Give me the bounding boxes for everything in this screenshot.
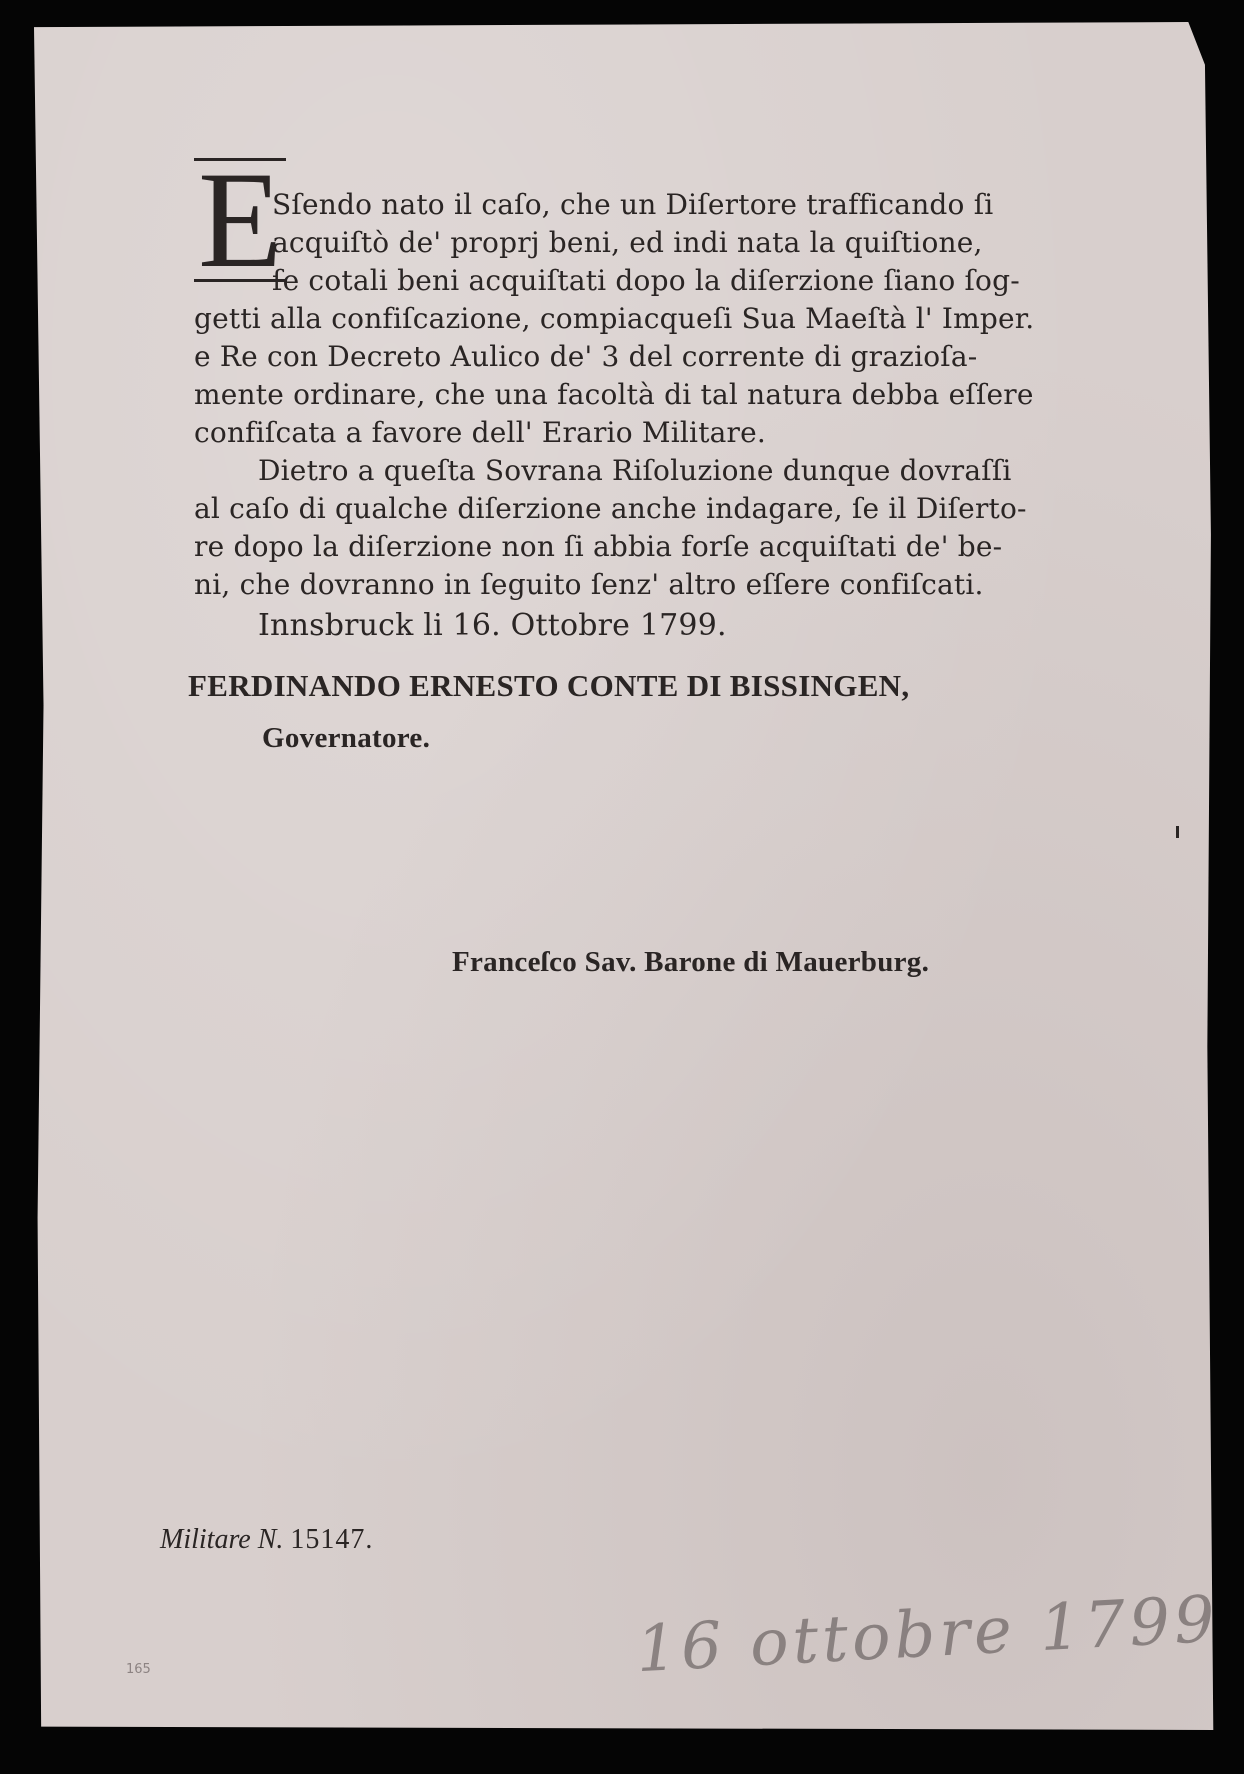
reference-number: [160, 1524, 373, 1556]
paragraph-1-line-6: mente ordinare, che una facoltà di tal natura debba eſſere: [194, 378, 1034, 411]
drop-cap-letter: E: [194, 158, 286, 282]
pencil-note: 165: [126, 1662, 151, 1677]
signer-title: Governatore.: [262, 722, 431, 754]
paragraph-2-line-2: al caſo di qualche diſerzione anche indagare, ſe il Diſerto-: [194, 492, 1027, 525]
ink-mark: [1176, 826, 1179, 838]
signer-name: FERDINANDO ERNESTO CONTE DI BISSINGEN,: [188, 668, 910, 703]
countersign-name: Franceſco Sav. Barone di Mauerburg.: [452, 946, 930, 978]
paragraph-1-line-3: ſe cotali beni acquiſtati dopo la diſerzione ſiano ſog-: [272, 264, 1020, 297]
paragraph-1-line-4: getti alla confiſcazione, compiacqueſi Sua Maeſtà l' Imper.: [194, 302, 1035, 335]
paragraph-1-line-1: Sſendo nato il caſo, che un Diſertore trafficando ſi: [272, 188, 994, 221]
paragraph-2-line-3: re dopo la diſerzione non ſi abbia forſe acquiſtati de' be-: [194, 530, 1003, 563]
reference-label: Militare N.: [160, 1524, 284, 1555]
paragraph-1-line-7: confiſcata a favore dell' Erario Militare.: [194, 416, 767, 449]
handwritten-date: 16 ottobre 1799: [634, 1582, 1221, 1688]
paragraph-1-line-5: e Re con Decreto Aulico de' 3 del corrente di grazioſa-: [194, 340, 978, 373]
paragraph-2-line-4: ni, che dovranno in ſeguito ſenz' altro eſſere confiſcati.: [194, 568, 984, 601]
paragraph-1-line-2: acquiſtò de' proprj beni, ed indi nata la quiſtione,: [272, 226, 983, 259]
reference-value: 15147.: [290, 1524, 374, 1555]
paragraph-2-line-1: Dietro a queſta Sovrana Riſoluzione dunque dovraſſi: [258, 454, 1012, 487]
dateline: Innsbruck li 16. Ottobre 1799.: [258, 608, 727, 643]
